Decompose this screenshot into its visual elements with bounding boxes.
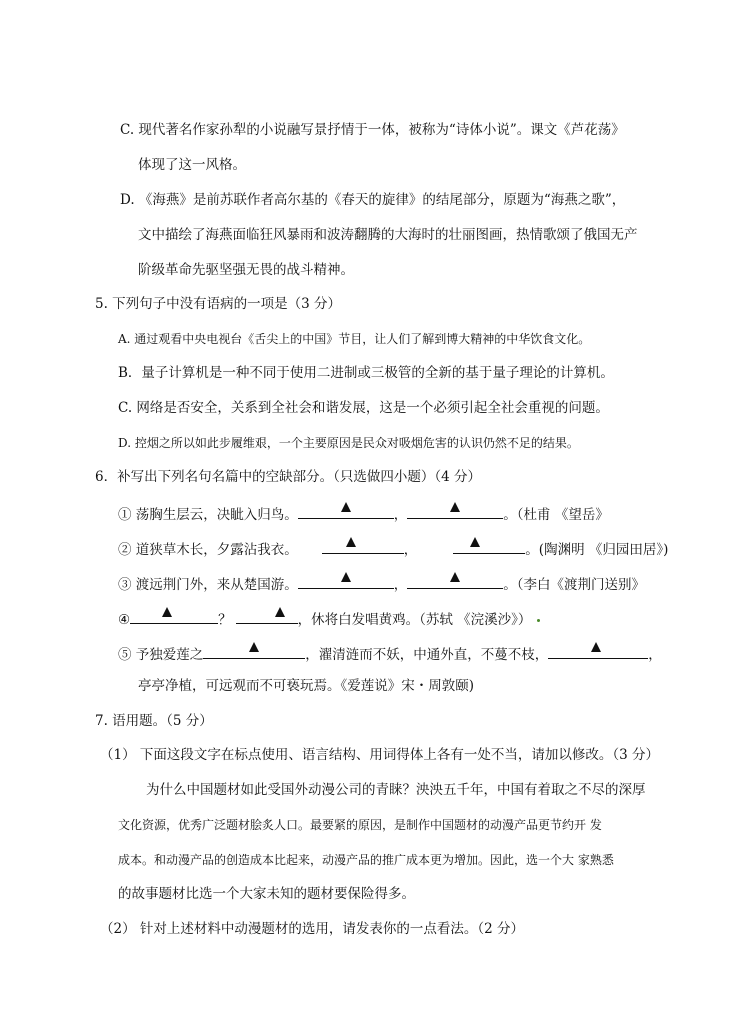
q7-passage-line3: 成本。和动漫产品的创造成本比起来，动漫产品的推广成本更为增加。因此，选一个大 家熟悉 <box>118 853 614 867</box>
q4-option-c-line1: C. 现代著名作家孙犁的小说融写景抒情于一体，被称为“诗体小说”。课文《芦花荡》 <box>120 122 625 138</box>
q6-item-1-mid: ， <box>393 507 408 523</box>
q7-passage-line1: 为什么中国题材如此受国外动漫公司的青睐？泱泱五千年，中国有着取之不尽的深厚 <box>146 782 646 798</box>
triangle-icon <box>450 572 460 582</box>
q5-option-a: A. 通过观看中央电视台《舌尖上的中国》节目，让人们了解到博大精神的中华饮食文化。 <box>118 332 591 346</box>
q7-stem: 7. 语用题。（5 分） <box>95 713 213 729</box>
q4-option-d-line3: 阶级革命先驱坚强无畏的战斗精神。 <box>138 262 354 278</box>
q5-option-c: C. 网络是否安全，关系到全社会和谐发展，这是一个必须引起全社会重视的问题。 <box>118 400 609 416</box>
q5-stem: 5. 下列句子中没有语病的一项是（3 分） <box>95 296 342 312</box>
triangle-icon <box>346 537 356 547</box>
q5-option-b: B．量子计算机是一种不同于使用二进制或三极管的全新的基于量子理论的计算机。 <box>118 365 614 381</box>
q6-item-4-mid: ？ <box>218 612 232 628</box>
mark-dot <box>537 619 540 622</box>
q6-item-5-prefix: ⑤ 予独爱莲之 <box>118 647 204 663</box>
q6-item-1 <box>118 502 609 525</box>
triangle-icon <box>162 607 172 617</box>
q6-item-1-prefix: ① 荡胸生层云，决眦入归鸟。 <box>118 507 298 523</box>
answer-blank[interactable] <box>407 502 503 519</box>
triangle-icon <box>249 642 259 652</box>
answer-blank[interactable] <box>203 642 305 659</box>
q4-option-d-line2: 文中描绘了海燕面临狂风暴雨和波涛翻腾的大海时的壮丽图画，热情歌颂了俄国无产 <box>138 227 638 243</box>
q7-part1-stem: （1） 下面这段文字在标点使用、语言结构、用词得体上各有一处不当，请加以修改。（3 分） <box>100 747 660 763</box>
q6-item-5-line2: 亭亭净植，可远观而不可亵玩焉。《爱莲说》宋・周敦颐) <box>138 678 475 694</box>
q6-item-2-suffix: 。(陶渊明 《归园田居》) <box>525 542 669 558</box>
triangle-icon <box>470 537 480 547</box>
q6-item-2-prefix: ② 道狭草木长，夕露沾我衣。 <box>118 542 298 558</box>
q6-item-2 <box>118 537 668 560</box>
q6-item-5 <box>118 642 662 665</box>
q6-item-5-suffix: ， <box>648 647 662 663</box>
q6-item-3 <box>118 572 645 595</box>
q4-option-d-line1: D. 《海燕》是前苏联作者高尔基的《春天的旋律》的结尾部分，原题为“海燕之歌”， <box>120 192 626 208</box>
triangle-icon <box>275 607 285 617</box>
answer-blank[interactable] <box>407 572 503 589</box>
q6-item-3-mid: ， <box>393 577 408 593</box>
q6-item-5-mid: ，濯清涟而不妖，中通外直，不蔓不枝， <box>305 647 549 663</box>
q5-option-d: D. 控烟之所以如此步履维艰，一个主要原因是民众对吸烟危害的认识仍然不足的结果。 <box>118 436 579 450</box>
q7-part2-stem: （2） 针对上述材料中动漫题材的选用，请发表你的一点看法。（2 分） <box>100 921 525 937</box>
q6-item-1-suffix: 。（杜甫 《望岳》 <box>503 507 609 523</box>
answer-blank[interactable] <box>130 607 218 624</box>
triangle-icon <box>341 572 351 582</box>
answer-blank[interactable] <box>236 607 298 624</box>
answer-blank[interactable] <box>548 642 648 659</box>
q6-item-3-prefix: ③ 渡远荆门外，来从楚国游。 <box>118 577 298 593</box>
q7-passage-line4: 的故事题材比选一个大家未知的题材要保险得多。 <box>118 886 415 902</box>
q6-item-4-prefix: ④ <box>118 612 131 628</box>
triangle-icon <box>450 502 460 512</box>
answer-blank[interactable] <box>298 502 394 519</box>
triangle-icon <box>341 502 351 512</box>
q4-option-c-line2: 体现了这一风格。 <box>138 157 246 173</box>
answer-blank[interactable] <box>322 537 404 554</box>
q6-item-4 <box>118 607 540 630</box>
q6-item-3-suffix: 。（李白《渡荆门送别》 <box>503 577 646 593</box>
answer-blank[interactable] <box>298 572 394 589</box>
answer-blank[interactable] <box>453 537 525 554</box>
q6-item-4-suffix: ，休将白发唱黄鸡。（苏轼 《浣溪沙》） <box>297 612 532 628</box>
q6-stem: 6．补写出下列名句名篇中的空缺部分。（只选做四小题）（4 分） <box>95 469 481 485</box>
triangle-icon <box>591 642 601 652</box>
q6-item-2-mid: ， <box>403 542 418 558</box>
q7-passage-line2: 文化资源，优秀广泛题材脍炙人口。最要紧的原因，是制作中国题材的动漫产品更节约开 发 <box>118 818 602 832</box>
